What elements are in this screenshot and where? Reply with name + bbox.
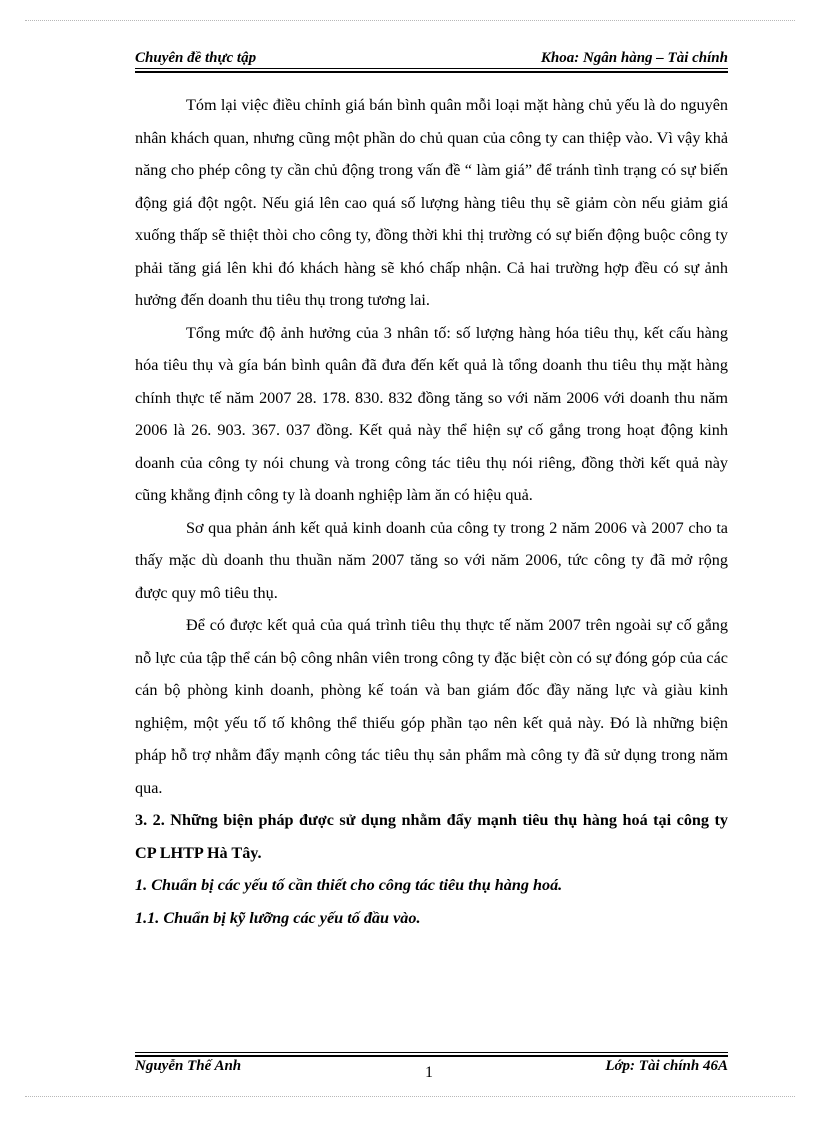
header-title: Chuyên đề thực tập bbox=[135, 50, 257, 66]
paragraph-1: Tóm lại việc điều chỉnh giá bán bình quân mỗi loại mặt hàng chủ yếu là do nguyên nhân khách quan, nhưng cũng một phần do chủ quan của công ty can thiệp vào. Vì vậy khả năng cho phép công ty cần chủ động trong vấn đề “ làm giá” để tránh tình trạng có sự biến động giá đột ngột. Nếu giá lên cao quá số lượng hàng tiêu thụ sẽ giảm còn nếu giảm giá xuống thấp sẽ thiệt thòi cho công ty, đồng thời khi thị trường có sự biến động buộc công ty phải tăng giá lên khi đó khách hàng sẽ khó chấp nhận. Cả hai trường hợp đều có sự ảnh hưởng đến doanh thu tiêu thụ trong tương lai. bbox=[135, 96, 728, 309]
header-department: Khoa: Ngân hàng – Tài chính bbox=[540, 50, 728, 66]
paragraph-4: Để có được kết quả của quá trình tiêu thụ thực tế năm 2007 trên ngoài sự cố gắng nỗ lực của tập thể cán bộ công nhân viên trong công ty đặc biệt còn có sự đóng góp của các cán bộ phòng kinh doanh, phòng kế toán và ban giám đốc đầy năng lực và giàu kinh nghiệm, một yếu tố tố không thể thiếu góp phần tạo nên kết quả này. Đó là những biện pháp hỗ trợ nhằm đẩy mạnh công tác tiêu thụ sản phẩm mà công ty đã sử dụng trong năm qua. bbox=[135, 616, 728, 797]
document-body bbox=[135, 89, 728, 934]
page-header bbox=[135, 50, 728, 70]
page-footer bbox=[135, 1058, 728, 1080]
page-bottom-border bbox=[25, 1096, 795, 1097]
subheading-1-1: 1.1. Chuẩn bị kỹ lưỡng các yếu tố đầu vào. bbox=[135, 908, 421, 927]
footer-class: Lớp: Tài chính 46A bbox=[605, 1058, 728, 1074]
subheading-1: 1. Chuẩn bị các yếu tố cần thiết cho công tác tiêu thụ hàng hoá. bbox=[135, 876, 563, 894]
footer-rule-thin bbox=[135, 1052, 728, 1053]
paragraph-2: Tổng mức độ ảnh hưởng của 3 nhân tố: số lượng hàng hóa tiêu thụ, kết cấu hàng hóa tiêu thụ và gía bán bình quân đã đưa đến kết quả là tổng doanh thu tiêu thụ mặt hàng chính thực tế năm 2007 28. 178. 830. 832 đồng tăng so với năm 2006 với doanh thu năm 2006 là 26. 903. 367. 037 đồng. Kết quả này thể hiện sự cố gắng trong hoạt động kinh doanh của công ty nói chung và trong công tác tiêu thụ nói riêng, đồng thời kết quả này cũng khẳng định công ty là doanh nghiệp làm ăn có hiệu quả. bbox=[135, 323, 728, 504]
page-number: 1 bbox=[425, 1064, 433, 1081]
footer-author: Nguyễn Thế Anh bbox=[135, 1058, 242, 1074]
page-top-border bbox=[25, 20, 795, 21]
header-rule-thin bbox=[135, 68, 728, 69]
section-heading: 3. 2. Những biện pháp được sử dụng nhằm đẩy mạnh tiêu thụ hàng hoá tại công ty CP LHTP Hà Tây. bbox=[135, 811, 728, 862]
header-rule-thick bbox=[135, 71, 728, 73]
footer-rule-thick bbox=[135, 1055, 728, 1057]
paragraph-3: Sơ qua phản ánh kết quả kinh doanh của công ty trong 2 năm 2006 và 2007 cho ta thấy mặc dù doanh thu thuần năm 2007 tăng so với năm 2006, tức công ty đã mở rộng được quy mô tiêu thụ. bbox=[135, 518, 728, 602]
